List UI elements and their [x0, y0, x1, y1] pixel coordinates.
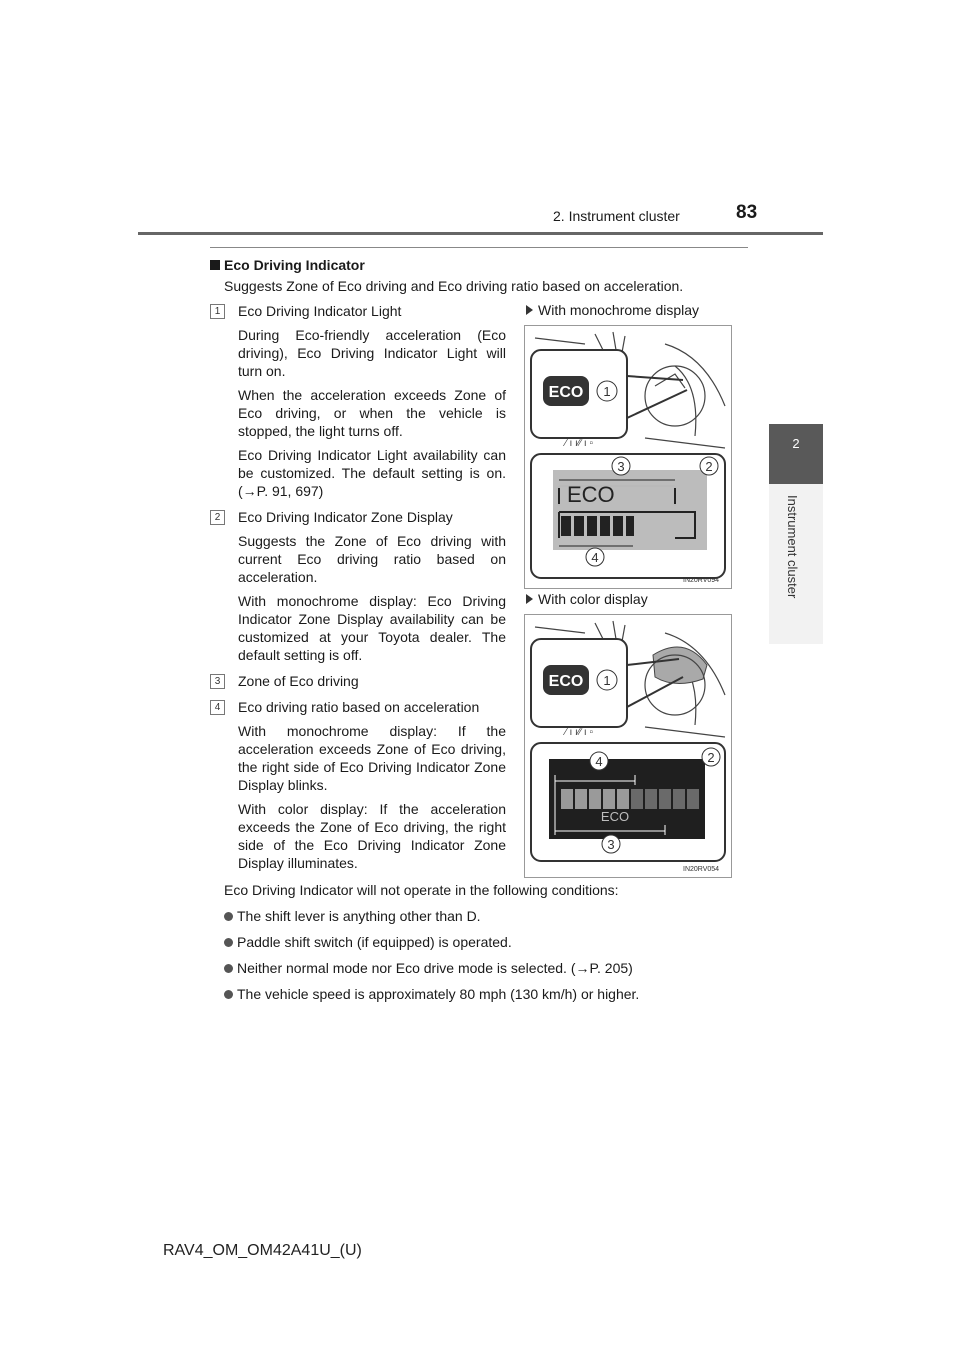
item-paragraph: With color display: If the acceleration exceeds the Zone of Eco driving, the right side of the Eco Driving Indicator Zone Display illuminates. [238, 801, 506, 871]
page-number: 83 [736, 202, 758, 223]
item-paragraph: During Eco-friendly acceleration (Eco driving), Eco Driving Indicator Light will turn on. [238, 327, 506, 379]
figure-color-illustration [525, 615, 731, 877]
item-2 [210, 508, 506, 664]
callout-3: 3 [617, 459, 625, 474]
figure-code: IN20RV054 [683, 866, 720, 873]
item-paragraph: Eco Driving Indicator Light availability can be customized. The default setting is on. (→P. 91, 697) [238, 447, 506, 499]
callout-2: 2 [705, 459, 713, 474]
condition-text: The vehicle speed is approximately 80 mph (130 km/h) or higher. [237, 986, 640, 1002]
item-title: Eco driving ratio based on acceleration [238, 699, 480, 715]
triangle-bullet-icon [526, 305, 533, 315]
item-3 [210, 672, 506, 690]
header-rule [138, 232, 823, 235]
item-paragraph: With monochrome display: Eco Driving Indicator Zone Display availability can be customized at your Toyota dealer. The default setting is off. [238, 593, 506, 663]
bullet-dot-icon [224, 990, 233, 999]
callout-1: 1 [603, 384, 611, 399]
section-intro: Suggests Zone of Eco driving and Eco driving ratio based on acceleration. [224, 278, 684, 294]
condition-bullet [224, 986, 764, 1002]
caption-text: With monochrome display [538, 302, 700, 318]
eco-badge-text: ECO [548, 673, 584, 690]
callout-3: 3 [607, 837, 615, 852]
callout-number: 4 [210, 700, 225, 715]
condition-bullet [224, 960, 764, 976]
callout-number: 2 [210, 510, 225, 525]
figure-code: IN20RV094 [683, 577, 720, 584]
callout-number: 1 [210, 304, 225, 319]
item-1 [210, 302, 506, 500]
triangle-bullet-icon [526, 594, 533, 604]
figure-monochrome-illustration [525, 326, 731, 588]
side-tab-label: Instrument cluster [785, 495, 800, 599]
item-paragraph: With monochrome display: If the acceleration exceeds Zone of Eco driving, the right side of Eco Driving Indicator Zone Display blinks. [238, 723, 506, 793]
side-tab-number: 2 [769, 424, 823, 484]
items-column [210, 302, 506, 880]
caption-text: With color display [538, 591, 648, 607]
item-title: Zone of Eco driving [238, 673, 359, 689]
condition-text: The shift lever is anything other than D. [237, 908, 481, 924]
conditions-block [224, 882, 764, 1012]
callout-number: 3 [210, 674, 225, 689]
callout-1: 1 [603, 673, 611, 688]
square-bullet-icon [210, 260, 220, 270]
condition-text: Neither normal mode nor Eco drive mode is selected. (→P. 205) [237, 960, 633, 976]
svg-text:⁄ ı ı∕∕ ı ▫: ⁄ ı ı∕∕ ı ▫ [565, 438, 594, 449]
item-paragraph: Suggests the Zone of Eco driving with current Eco driving ratio based on acceleration. [238, 533, 506, 585]
item-4 [210, 698, 506, 872]
callout-4: 4 [591, 550, 599, 565]
svg-text:⁄ ı ı∕∕ ı ▫: ⁄ ı ı∕∕ ı ▫ [565, 727, 594, 738]
section-rule [210, 247, 748, 248]
item-title: Eco Driving Indicator Zone Display [238, 509, 453, 525]
condition-bullet [224, 934, 764, 950]
footer-code: RAV4_OM_OM42A41U_(U) [163, 1242, 362, 1259]
section-title [210, 257, 365, 273]
figure-caption-monochrome [526, 302, 699, 318]
eco-badge-text: ECO [548, 384, 584, 401]
condition-bullet [224, 908, 764, 924]
figure-caption-color [526, 591, 648, 607]
section-title-text: Eco Driving Indicator [224, 257, 365, 273]
zone-label: ECO [567, 482, 615, 507]
conditions-lead: Eco Driving Indicator will not operate in the following conditions: [224, 882, 619, 898]
bullet-dot-icon [224, 912, 233, 921]
condition-text: Paddle shift switch (if equipped) is operated. [237, 934, 512, 950]
item-paragraph: When the acceleration exceeds Zone of Eco driving, or when the vehicle is stopped, the light turns off. [238, 387, 506, 439]
bullet-dot-icon [224, 964, 233, 973]
callout-4: 4 [595, 754, 603, 769]
figure-monochrome [524, 325, 732, 589]
figure-color [524, 614, 732, 878]
bullet-dot-icon [224, 938, 233, 947]
callout-2: 2 [707, 750, 715, 765]
running-header: 2. Instrument cluster [553, 208, 680, 224]
item-title: Eco Driving Indicator Light [238, 303, 402, 319]
zone-label: ECO [600, 809, 630, 824]
